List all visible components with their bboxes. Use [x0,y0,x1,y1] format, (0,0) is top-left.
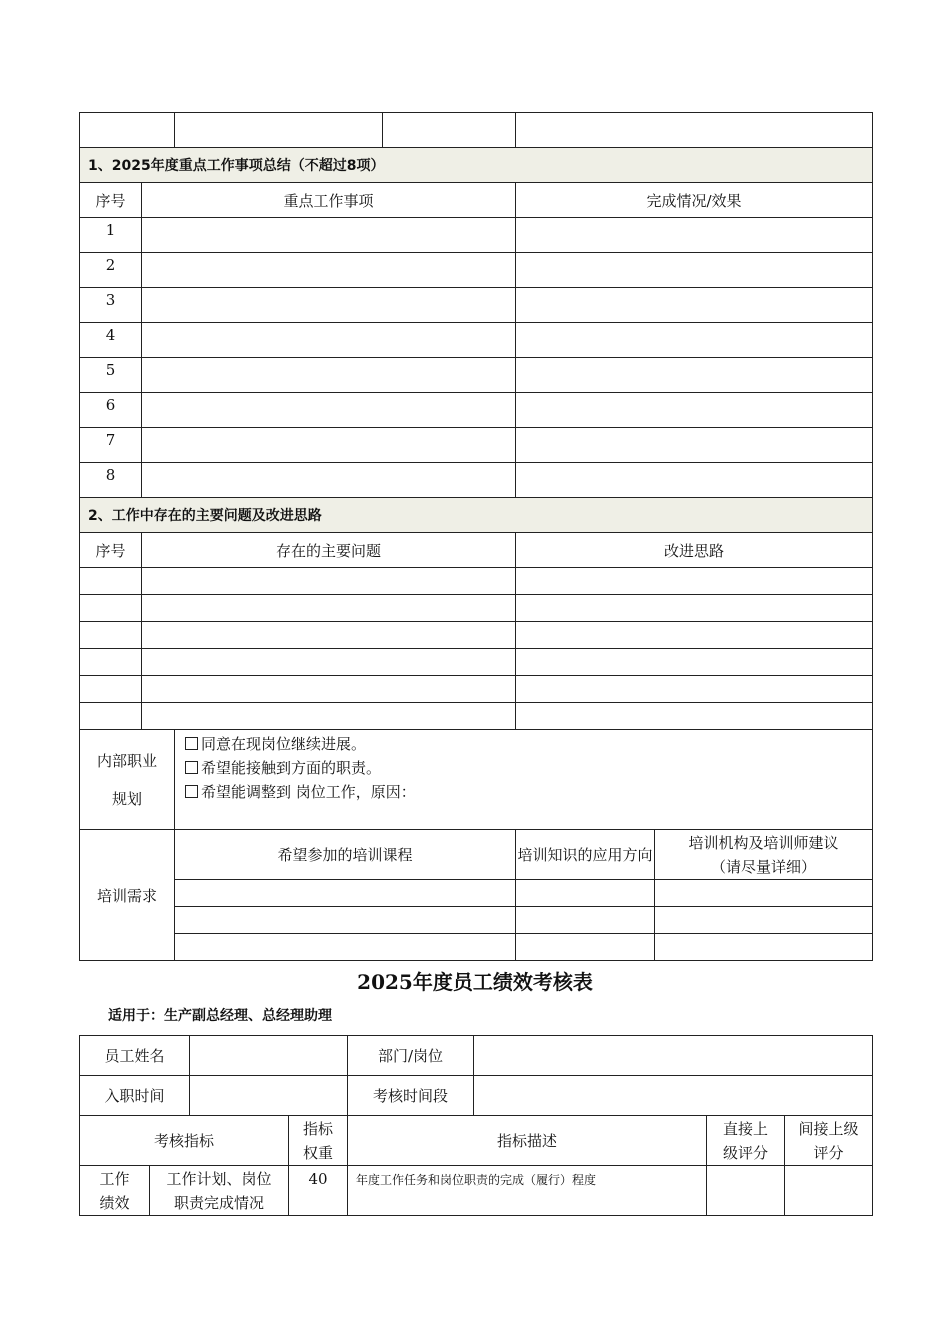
improve-cell[interactable] [516,595,873,622]
indirect-header-line2: 评分 [813,1143,844,1162]
row-number: 4 [80,323,142,358]
table-row [80,676,873,703]
description-cell: 年度工作任务和岗位职责的完成（履行）程度 [348,1166,707,1216]
problem-cell[interactable] [142,568,516,595]
improve-cell[interactable] [516,676,873,703]
row-number: 1 [80,218,142,253]
table-row [80,253,873,288]
result-cell[interactable] [516,253,873,288]
row-number: 7 [80,428,142,463]
applies-to-text: 适用于：生产副总经理、总经理助理 [108,1008,332,1024]
period-field[interactable] [474,1076,873,1116]
blank-cell[interactable] [175,113,383,148]
dept-field[interactable] [474,1036,873,1076]
row-number[interactable] [80,568,142,595]
result-cell[interactable] [516,288,873,323]
item-cell[interactable] [142,253,516,288]
course-cell[interactable] [175,880,516,907]
row-number[interactable] [80,703,142,730]
direct-header-line2: 级评分 [723,1143,769,1162]
table-row [80,703,873,730]
col-no-header: 序号 [80,533,142,568]
weight-header-line2: 权重 [303,1143,334,1162]
hire-date-field[interactable] [190,1076,348,1116]
indirect-score-field[interactable] [785,1166,873,1216]
description-header: 指标描述 [348,1116,707,1166]
blank-cell[interactable] [516,113,873,148]
row-number[interactable] [80,622,142,649]
row-number[interactable] [80,649,142,676]
col-course-header: 希望参加的培训课程 [175,830,516,880]
career-options [175,730,873,830]
table-row [80,934,873,961]
course-cell[interactable] [175,934,516,961]
item-cell[interactable] [142,323,516,358]
institution-header-line2: （请尽量详细） [710,857,816,876]
result-cell[interactable] [516,393,873,428]
table-row [80,463,873,498]
col-improve-header: 改进思路 [516,533,873,568]
form-title: 2025年度员工绩效考核表 [357,970,593,994]
course-cell[interactable] [175,907,516,934]
table-row [80,428,873,463]
table-row [80,595,873,622]
direct-score-header [707,1116,785,1166]
table-row [80,568,873,595]
indirect-header-line1: 间接上级 [798,1119,859,1138]
item-cell[interactable] [142,393,516,428]
table-row [80,622,873,649]
table-row [80,218,873,253]
row-number: 8 [80,463,142,498]
blank-cell[interactable] [80,113,175,148]
improve-cell[interactable] [516,703,873,730]
item-cell[interactable] [142,463,516,498]
table-row [80,323,873,358]
period-label: 考核时间段 [348,1076,474,1116]
career-option-stay[interactable] [175,732,872,756]
col-result-header: 完成情况/效果 [516,183,873,218]
table-row [80,358,873,393]
table-row [80,880,873,907]
direct-header-line1: 直接上 [723,1119,769,1138]
result-cell[interactable] [516,323,873,358]
career-label-line1: 内部职业 [96,751,157,770]
name-label: 员工姓名 [80,1036,190,1076]
table-row [80,907,873,934]
option-label: 同意在现岗位继续进展。 [201,735,367,753]
result-cell[interactable] [516,218,873,253]
item-cell[interactable] [142,428,516,463]
improve-cell[interactable] [516,649,873,676]
item-cell[interactable] [142,358,516,393]
career-option-transfer[interactable] [175,780,872,804]
section1-title: 1、2025年度重点工作事项总结（不超过8项） [80,148,873,183]
item-cell[interactable] [142,218,516,253]
option-label: 希望能调整到 岗位工作，原因： [201,783,416,801]
result-cell[interactable] [516,463,873,498]
col-apply-header: 培训知识的应用方向 [516,830,655,880]
improve-cell[interactable] [516,568,873,595]
indicator-header: 考核指标 [80,1116,289,1166]
direct-score-field[interactable] [707,1166,785,1216]
sub-indicator-cell [150,1166,289,1216]
career-option-expand[interactable] [175,756,872,780]
header-row-blank [80,113,873,148]
category-line2: 绩效 [99,1193,130,1212]
row-number: 5 [80,358,142,393]
problem-cell[interactable] [142,703,516,730]
problem-cell[interactable] [142,595,516,622]
dept-label: 部门/岗位 [348,1036,474,1076]
checkbox-icon[interactable] [185,785,198,798]
weight-value: 40 [289,1166,348,1216]
checkbox-icon[interactable] [185,737,198,750]
row-number: 2 [80,253,142,288]
category-line1: 工作 [99,1169,130,1188]
improve-cell[interactable] [516,622,873,649]
result-cell[interactable] [516,358,873,393]
result-cell[interactable] [516,428,873,463]
row-number[interactable] [80,676,142,703]
category-cell [80,1166,150,1216]
item-cell[interactable] [142,288,516,323]
sub-indicator-line2: 职责完成情况 [174,1193,265,1212]
hire-date-label: 入职时间 [80,1076,190,1116]
problem-cell[interactable] [142,676,516,703]
col-institution-header [655,830,873,880]
checkbox-icon[interactable] [185,761,198,774]
career-label-line2: 规划 [111,789,142,808]
career-label [80,730,175,830]
row-number: 6 [80,393,142,428]
blank-cell[interactable] [383,113,516,148]
col-problem-header: 存在的主要问题 [142,533,516,568]
problem-cell[interactable] [142,622,516,649]
table-row [80,393,873,428]
institution-cell[interactable] [655,907,873,934]
table-row [80,1166,873,1216]
apply-cell[interactable] [516,934,655,961]
institution-header-line1: 培训机构及培训师建议 [688,833,839,852]
assessment-table [79,1035,873,1216]
indirect-score-header [785,1116,873,1166]
institution-cell[interactable] [655,880,873,907]
apply-cell[interactable] [516,907,655,934]
weight-header-line1: 指标 [303,1119,334,1138]
col-item-header: 重点工作事项 [142,183,516,218]
institution-cell[interactable] [655,934,873,961]
annual-summary-table [79,112,873,961]
problem-cell[interactable] [142,649,516,676]
training-label: 培训需求 [80,830,175,961]
table-row [80,288,873,323]
row-number[interactable] [80,595,142,622]
apply-cell[interactable] [516,880,655,907]
option-label: 希望能接触到方面的职责。 [201,759,382,777]
table-row [80,649,873,676]
sub-indicator-line1: 工作计划、岗位 [166,1169,272,1188]
name-field[interactable] [190,1036,348,1076]
section2-title: 2、工作中存在的主要问题及改进思路 [80,498,873,533]
col-no-header: 序号 [80,183,142,218]
weight-header [289,1116,348,1166]
row-number: 3 [80,288,142,323]
